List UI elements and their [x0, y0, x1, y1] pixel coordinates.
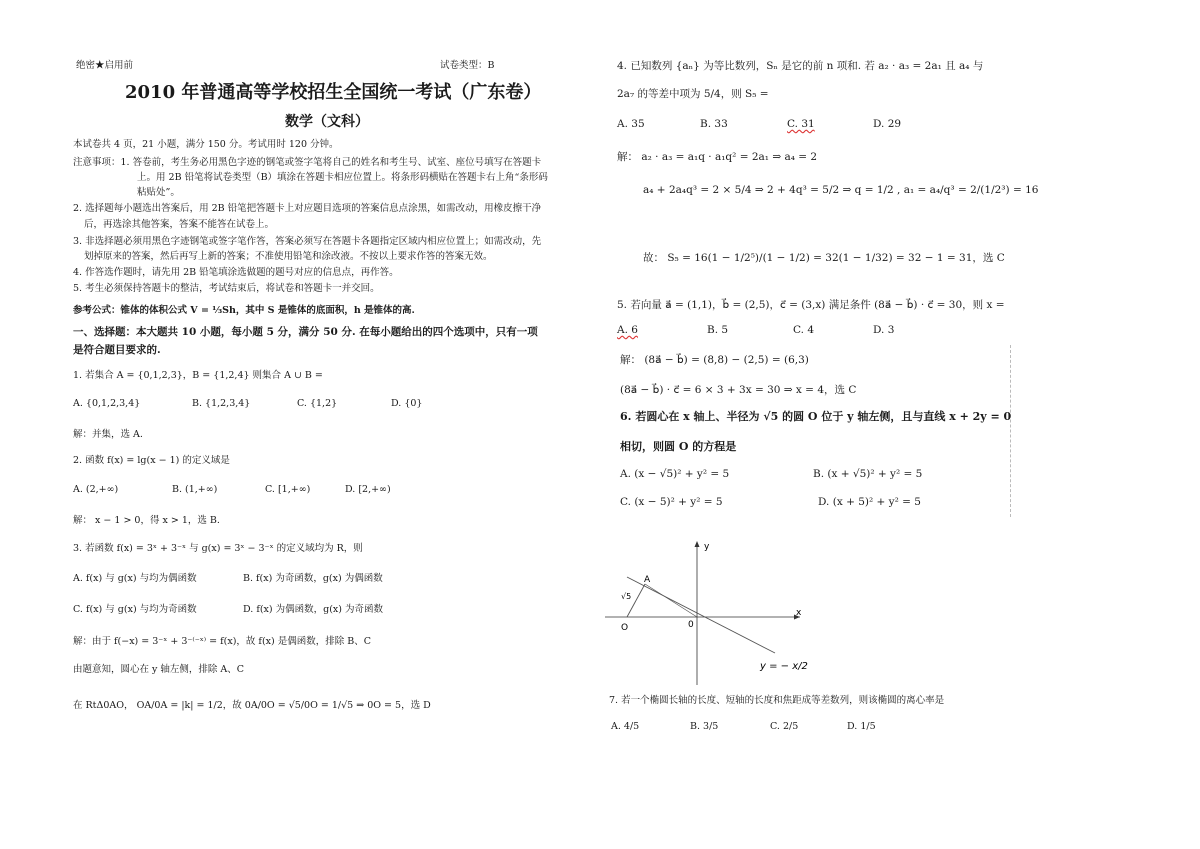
q4-option-b: B. 33: [700, 118, 728, 130]
q5-solution-1: 解： (8a⃗ − b⃗) = (8,8) − (2,5) = (6,3): [620, 354, 809, 366]
point-a-label: A: [644, 575, 651, 585]
exam-intro: 本试卷共 4 页，21 小题，满分 150 分。考试用时 120 分钟。: [73, 139, 339, 150]
question-4-cont: 2a₇ 的等差中项为 5/4，则 S₅ =: [617, 88, 769, 100]
q4-solution-2: a₄ + 2a₄q³ = 2 × 5/4 ⇒ 2 + 4q³ = 5/2 ⇒ q = 1/2 , a₁ = a₄/q³ = 2/(1/2³) = 16: [643, 184, 1039, 196]
q6-option-c: C. (x − 5)² + y² = 5: [620, 496, 723, 508]
q6-option-b: B. (x + √5)² + y² = 5: [813, 468, 923, 480]
q3-option-d: D. f(x) 为偶函数，g(x) 为奇函数: [243, 604, 383, 615]
q3-solution: 解：由于 f(−x) = 3⁻ˣ + 3⁻⁽⁻ˣ⁾ = f(x)，故 f(x) 是偶函数，排除 B、C: [73, 636, 371, 647]
q3-solution-3: 在 RtΔ0AO， OA/0A = |k| = 1/2，故 0A/0O = √5/0O = 1/√5 ⇒ 0O = 5，选 D: [73, 700, 431, 711]
q5-option-b: B. 5: [707, 324, 729, 336]
q4-solution-3: 故： S₅ = 16(1 − 1/2⁵)/(1 − 1/2) = 32(1 − 1/32) = 32 − 1 = 31，选 C: [643, 252, 1005, 264]
q7-option-b: B. 3/5: [690, 721, 719, 732]
note-line: 4. 作答选作题时，请先用 2B 铅笔填涂选做题的题号对应的信息点，再作答。: [73, 267, 399, 278]
exam-subtitle: 数学（文科）: [285, 114, 369, 130]
origin-label: 0: [688, 620, 694, 630]
y-axis-label: y: [704, 542, 710, 552]
radius-label: √5: [621, 592, 632, 601]
q6-option-a: A. (x − √5)² + y² = 5: [620, 468, 730, 480]
q1-option-c: C. {1,2}: [297, 398, 338, 409]
q7-option-a: A. 4/5: [611, 721, 640, 732]
q5-option-d: D. 3: [873, 324, 895, 336]
q2-option-b: B. (1,+∞): [172, 484, 218, 495]
question-6-cont: 相切，则圆 O 的方程是: [620, 440, 737, 453]
section-heading: 一、选择题：本大题共 10 小题，每小题 5 分，满分 50 分. 在每小题给出的四个选项中，只有一项: [73, 326, 538, 338]
reference-formula: 参考公式：锥体的体积公式 V = ⅓Sh，其中 S 是锥体的底面积，h 是锥体的高.: [73, 305, 415, 316]
line-equation-label: y = − x/2: [760, 661, 808, 672]
q7-option-d: D. 1/5: [847, 721, 876, 732]
tangent-line: [627, 577, 775, 653]
q1-option-d: D. {0}: [391, 398, 423, 409]
y-axis-arrow-icon: [695, 541, 700, 547]
q1-solution: 解：并集，选 A.: [73, 429, 143, 440]
q5-solution-2: (8a⃗ − b⃗) · c⃗ = 6 × 3 + 3x = 30 ⇒ x = 4，选 C: [620, 384, 857, 396]
note-line: 划掉原来的答案，然后再写上新的答案；不准使用铅笔和涂改液。不按以上要求作答的答案无效。: [84, 251, 493, 262]
question-7: 7. 若一个椭圆长轴的长度、短轴的长度和焦距成等差数列，则该椭圆的离心率是: [609, 695, 945, 706]
q4-option-c: C. 31: [787, 118, 815, 130]
exam-title: 2010 年普通高等学校招生全国统一考试（广东卷）: [125, 82, 542, 103]
question-2: 2. 函数 f(x) = lg(x − 1) 的定义域是: [73, 455, 230, 466]
note-line: 2. 选择题每小题选出答案后，用 2B 铅笔把答题卡上对应题目选项的答案信息点涂黑，如需改动，用橡皮擦干净: [73, 203, 542, 214]
question-4: 4. 已知数列 {aₙ} 为等比数列，Sₙ 是它的前 n 项和. 若 a₂ · a₃ = 2a₁ 且 a₄ 与: [617, 60, 984, 72]
q2-solution: 解： x − 1 > 0，得 x > 1，选 B.: [73, 515, 220, 526]
note-line: 粘贴处”。: [137, 187, 180, 198]
q1-option-a: A. {0,1,2,3,4}: [73, 398, 141, 409]
x-axis-label: x: [796, 608, 802, 618]
note-line: 注意事项：1. 答卷前，考生务必用黑色字迹的钢笔或签字笔将自己的姓名和考生号、试室、座位号填写在答题卡: [73, 157, 542, 168]
q4-option-a: A. 35: [617, 118, 645, 130]
q3-solution-2: 由题意知，圆心在 y 轴左侧，排除 A、C: [73, 664, 245, 675]
note-line: 上。用 2B 铅笔将试卷类型（B）填涂在答题卡相应位置上。将条形码横贴在答题卡右上角“条形码: [137, 172, 548, 183]
section-heading-cont: 是符合题目要求的.: [73, 344, 161, 356]
q6-option-d: D. (x + 5)² + y² = 5: [818, 496, 921, 508]
q3-option-b: B. f(x) 为奇函数，g(x) 为偶函数: [243, 573, 383, 584]
q4-solution-1: 解： a₂ · a₃ = a₁q · a₁q² = 2a₁ ⇒ a₄ = 2: [617, 151, 818, 163]
q2-option-a: A. (2,+∞): [73, 484, 119, 495]
q4-option-d: D. 29: [873, 118, 902, 130]
coordinate-figure: [605, 535, 815, 690]
q2-option-d: D. [2,+∞): [345, 484, 391, 495]
question-1: 1. 若集合 A = {0,1,2,3}，B = {1,2,4} 则集合 A ∪ B =: [73, 370, 323, 381]
note-line: 5. 考生必须保持答题卡的整洁，考试结束后，将试卷和答题卡一并交回。: [73, 283, 380, 294]
note-line: 3. 非选择题必须用黑色字迹钢笔或签字笔作答，答案必须写在答题卡各题指定区域内相应位置上；如需改动，先: [73, 236, 542, 247]
scan-block-border: [611, 345, 1011, 517]
note-line: 后，再选涂其他答案，答案不能答在试卷上。: [84, 219, 275, 230]
q5-option-c: C. 4: [793, 324, 815, 336]
q2-option-c: C. [1,+∞): [265, 484, 311, 495]
hypotenuse-segment: [645, 584, 697, 617]
q7-option-c: C. 2/5: [770, 721, 799, 732]
paper-type-label: 试卷类型：B: [440, 60, 495, 71]
q5-option-a: A. 6: [617, 324, 638, 336]
secret-label: 绝密★启用前: [76, 60, 134, 71]
question-6: 6. 若圆心在 x 轴上、半径为 √5 的圆 O 位于 y 轴左侧，且与直线 x + 2y = 0: [620, 410, 1012, 423]
point-o-label: O: [621, 623, 629, 633]
q3-option-c: C. f(x) 与 g(x) 与均为奇函数: [73, 604, 197, 615]
question-5: 5. 若向量 a⃗ = (1,1)，b⃗ = (2,5)，c⃗ = (3,x) 满足条件 (8a⃗ − b⃗) · c⃗ = 30，则 x =: [617, 299, 1005, 311]
q1-option-b: B. {1,2,3,4}: [192, 398, 251, 409]
q3-option-a: A. f(x) 与 g(x) 与均为偶函数: [73, 573, 197, 584]
question-3: 3. 若函数 f(x) = 3ˣ + 3⁻ˣ 与 g(x) = 3ˣ − 3⁻ˣ 的定义域均为 R，则: [73, 543, 363, 554]
